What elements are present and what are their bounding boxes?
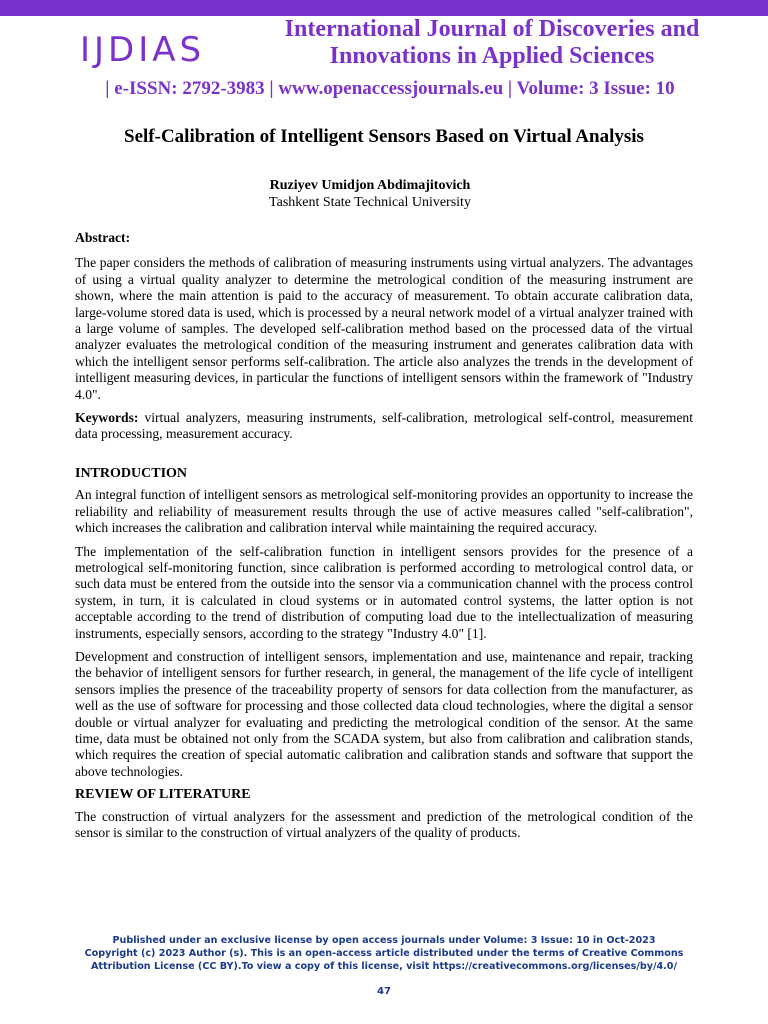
- keywords-text: virtual analyzers, measuring instruments, self-calibration, metrological self-control, measurement data processing, measurement accuracy.: [75, 410, 693, 442]
- footer-line-2: Copyright (c) 2023 Author (s). This is an open-access article distributed under the terms of Creative Commons: [84, 948, 684, 959]
- footer-line-3: Attribution License (CC BY).To view a copy of this license, visit https://creativecommons.org/licenses/by/4.0/: [91, 961, 677, 972]
- keywords-paragraph: [75, 410, 693, 443]
- introduction-paragraph-1: An integral function of intelligent sensors as metrological self-monitoring provides an opportunity to increase the reliability and reliability of measurement results through the use of active measures called "self-calibration", which increases the calibration and calibration interval while maintaining the required accuracy.: [75, 487, 693, 536]
- introduction-paragraph-3: Development and construction of intelligent sensors, implementation and use, maintenance and repair, tracking the behavior of intelligent sensors for further research, in general, the management of the life cycle of intelligent sensors implies the presence of the traceability property of sensors for data collection from the manufacturer, as well as the use of software for processing and those collected data cloud technologies, where the digital a sensor double or virtual analyzer for evaluating and predicting the metrological condition of the sensor. At the same time, data must be obtained not only from the SCADA system, but also from calibration and calibration stands, which requires the creation of special automatic calibration and calibration stands and software that support the above technologies.: [75, 648, 693, 779]
- journal-title: [232, 16, 752, 70]
- abstract-heading: Abstract:: [75, 230, 131, 245]
- introduction-heading: INTRODUCTION: [75, 465, 188, 481]
- author-affiliation: Tashkent State Technical University: [269, 195, 471, 210]
- introduction-paragraph-2: The implementation of the self-calibration function in intelligent sensors provides for the presence of a metrological self-monitoring function, since calibration is performed according to metrological control data, or such data must be entered from the outside into the sensor via a communication channel with the process control system, in turn, it is calculated in cloud systems or in automated control systems, the latter option is not acceptable according to the trend of distribution of computing load due to the intellectualization of measuring instruments, especially sensors, according to the strategy "Industry 4.0" [1].: [75, 543, 693, 641]
- paper-title: Self-Calibration of Intelligent Sensors Based on Virtual Analysis: [124, 126, 644, 147]
- footer-line-1: Published under an exclusive license by open access journals under Volume: 3 Issue: 10 in Oct-2023: [112, 935, 656, 946]
- keywords-label: Keywords:: [75, 410, 139, 426]
- review-paragraph-1: The construction of virtual analyzers for the assessment and prediction of the metrological condition of the sensor is similar to the construction of virtual analyzers of the quality of products.: [75, 808, 693, 840]
- paper-body: [75, 230, 693, 841]
- review-heading: REVIEW OF LITERATURE: [75, 787, 251, 803]
- license-footer: [0, 934, 768, 973]
- journal-title-line2: Innovations in Applied Sciences: [329, 43, 655, 69]
- author-name: Ruziyev Umidjon Abdimajitovich: [269, 178, 471, 193]
- page-number: 47: [377, 986, 391, 997]
- journal-logo: IJDIAS: [80, 30, 206, 70]
- header-accent-bar: [0, 0, 768, 16]
- journal-title-line1: International Journal of Discoveries and: [284, 16, 700, 42]
- issn-line: | e-ISSN: 2792-3983 | www.openaccessjournals.eu | Volume: 3 Issue: 10: [105, 78, 675, 99]
- abstract-text: The paper considers the methods of calibration of measuring instruments using virtual analyzers. The advantages of using a virtual quality analyzer to determine the metrological condition of the measuring instrument are shown, where the main attention is paid to the accuracy of measurement. To obtain accurate calibration data, large-volume stored data is used, which is processed by a neural network model of a virtual analyzer trained with a large volume of samples. The developed self-calibration method based on the processed data of the virtual analyzer evaluates the metrological condition of the measuring instrument and generates calibration data with which the intelligent sensor performs self-calibration. The article also analyzes the trends in the development of intelligent measuring devices, in particular the functions of intelligent sensors within the framework of "Industry 4.0".: [75, 255, 693, 402]
